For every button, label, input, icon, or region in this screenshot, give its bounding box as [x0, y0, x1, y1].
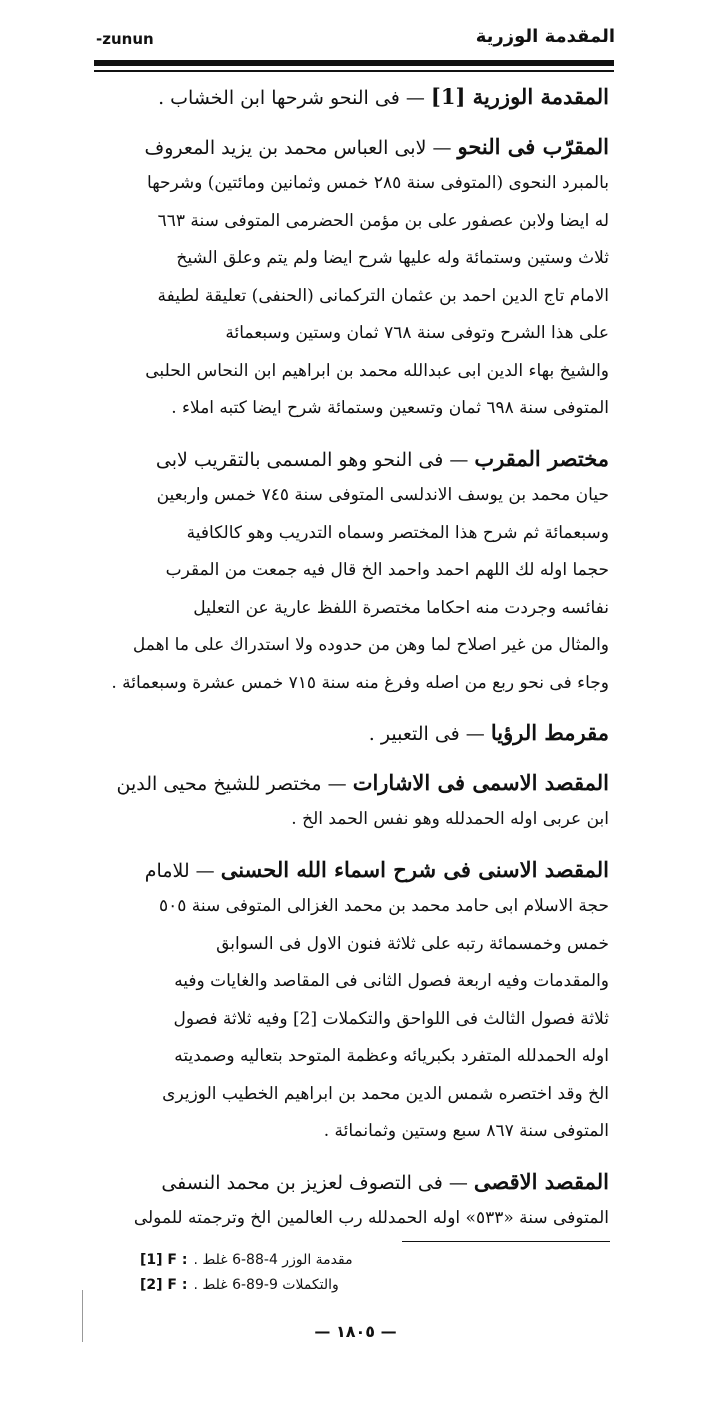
entry-title: مختصر المقرب: [474, 445, 609, 471]
entry-text: — فى التعبير .: [368, 723, 491, 745]
entry-text: ثلاث وستين وستمائة وله عليها شرح ايضا ولم يتم وعلق الشيخ: [176, 248, 609, 268]
page-number: — ١٨٠٥ —: [314, 1322, 397, 1341]
entry: [106, 128, 609, 428]
entry-text: وجاء فى نحو ربع من اصله وفرغ منه سنة ٧١٥ خمس عشرة وسبعمائة .: [111, 672, 609, 693]
text-line: [106, 390, 609, 428]
header-rule-thin: [94, 70, 614, 72]
entry-text: المتوفى سنة «٥٣٣» اوله الحمدلله رب العالمين الخ وترجمته للمولى: [133, 1208, 609, 1228]
text-line: [106, 278, 609, 316]
footnote-text: مقدمة الوزر 4-88-6 غلط .: [193, 1252, 353, 1268]
text-line: [106, 888, 609, 926]
entry-heading-line: [106, 714, 609, 752]
entry-text: ثلاثة فصول الثالث فى اللواحق والتكملات [2] وفيه ثلاثة فصول: [173, 1008, 609, 1029]
entry: [106, 714, 609, 752]
text-line: [106, 552, 609, 590]
entry-title: المقصد الاسمى فى الاشارات: [352, 769, 609, 795]
entry-heading-line: [106, 764, 609, 802]
entry-text: — فى النحو وهو المسمى بالتقريب لابى: [155, 448, 475, 471]
footnotes: [140, 1248, 610, 1298]
text-line: [106, 801, 609, 839]
entry-text: — فى النحو شرحها ابن الخشاب .: [158, 87, 431, 109]
text-line: [106, 240, 609, 278]
entry: [106, 1163, 609, 1238]
running-header-title: المقدمة الوزرية: [475, 26, 615, 47]
entry-text: — لابى العباس محمد بن يزيد المعروف: [144, 136, 458, 159]
text-line: [106, 665, 609, 703]
entry-text: الخ وقد اختصره شمس الدين محمد بن ابراهيم الخطيب الوزيرى: [162, 1083, 609, 1104]
entry-text: — مختصر للشيخ محيى الدين: [116, 772, 353, 795]
entry-text: وسبعمائة ثم شرح هذا المختصر وسماه التدريب وهو كالكافية: [186, 522, 609, 543]
text-line: [106, 627, 609, 665]
entry-text: حيان محمد بن يوسف الاندلسى المتوفى سنة ٧٤٥ خمس واربعين: [156, 485, 609, 505]
entry-heading-line: [106, 851, 609, 889]
entry-text: المتوفى سنة ٨٦٧ سبع وستين وثمانمائة .: [323, 1121, 609, 1141]
entry-text: — فى التصوف لعزيز بن محمد النسفى: [161, 1171, 474, 1194]
entry-heading-line: [106, 1163, 609, 1201]
entry-text: والمقدمات وفيه اربعة فصول الثانى فى المقاصد والغايات وفيه: [174, 971, 609, 991]
running-header-left: -zunun: [96, 30, 154, 48]
text-line: [106, 515, 609, 553]
entry: [106, 440, 609, 703]
entry-text: والمثال من غير اصلاح لما وهن من حدوده ولا استدراك على ما اهمل: [132, 635, 609, 655]
text-line: [106, 1076, 609, 1114]
text-line: [106, 203, 609, 241]
entry-text: بالمبرد النحوى (المتوفى سنة ٢٨٥ خمس وثمانين ومائتين) وشرحها: [147, 173, 609, 193]
text-line: [106, 315, 609, 353]
entry-title: المقصد الاقصى: [473, 1168, 609, 1194]
text-line: [106, 963, 609, 1001]
entry-heading-line: [106, 78, 609, 116]
entry: [106, 764, 609, 839]
footnote-rule: [402, 1241, 610, 1242]
text-line: [106, 1200, 609, 1238]
entry-text: نفائسه وجردت منه احكاما مختصرة اللفظ عارية عن التعليل: [193, 597, 609, 618]
text-line: [106, 477, 609, 515]
text-line: [106, 1038, 609, 1076]
entry: [106, 78, 609, 116]
entry-text: — للامام: [144, 859, 221, 882]
entry-text: على هذا الشرح وتوفى سنة ٧٦٨ ثمان وستين وسبعمائة: [225, 323, 609, 343]
entry-text: حجما اوله لك اللهم احمد واحمد الخ قال فيه جمعت من المقرب: [165, 560, 609, 580]
text-line: [106, 590, 609, 628]
entry-text: الامام تاج الدين احمد بن عثمان التركمانى (الحنفى) تعليقة لطيفة: [157, 285, 609, 306]
footnote: [140, 1273, 610, 1298]
entry-title: مقرمط الرؤيا: [490, 720, 609, 745]
header-rule-thick: [94, 60, 614, 66]
entry: [106, 851, 609, 1151]
text-line: [106, 353, 609, 391]
entry-title: المقدمة الوزرية [1]: [430, 84, 609, 109]
entry-heading-line: [106, 440, 609, 478]
text-line: [106, 1001, 609, 1039]
entry-title: المقرّب فى النحو: [457, 133, 609, 159]
entry-text: خمس وخمسمائة رتبه على ثلاثة فنون الاول فى السوابق: [216, 933, 609, 954]
entry-text: حجة الاسلام ابى حامد محمد بن محمد الغزالى المتوفى سنة ٥٠٥: [158, 896, 609, 916]
entries-body: [106, 78, 609, 1250]
footnote-mark: [1] F :: [140, 1252, 188, 1268]
entry-heading-line: [106, 128, 609, 166]
text-line: [106, 926, 609, 964]
entry-text: المتوفى سنة ٦٩٨ ثمان وتسعين وستمائة شرح ايضا كتبه املاء .: [171, 398, 609, 418]
text-line: [106, 165, 609, 203]
footnote-mark: [2] F :: [140, 1277, 188, 1293]
text-line: [106, 1113, 609, 1151]
entry-title: المقصد الاسنى فى شرح اسماء الله الحسنى: [220, 856, 609, 882]
entry-text: ابن عربى اوله الحمدلله وهو نفس الحمد الخ .: [291, 809, 609, 829]
entry-text: له ايضا ولابن عصفور على بن مؤمن الحضرمى المتوفى سنة ٦٦٣: [157, 210, 609, 231]
footnote-text: والتكملات 9-89-6 غلط .: [193, 1277, 339, 1293]
footnote: [140, 1248, 610, 1273]
entry-text: والشيخ بهاء الدين ابى عبدالله محمد بن ابراهيم ابن النحاس الحلبى: [145, 360, 609, 381]
entry-text: اوله الحمدلله المتفرد بكبريائه وعظمة المتوحد بتعاليه وصمديته: [174, 1046, 609, 1066]
